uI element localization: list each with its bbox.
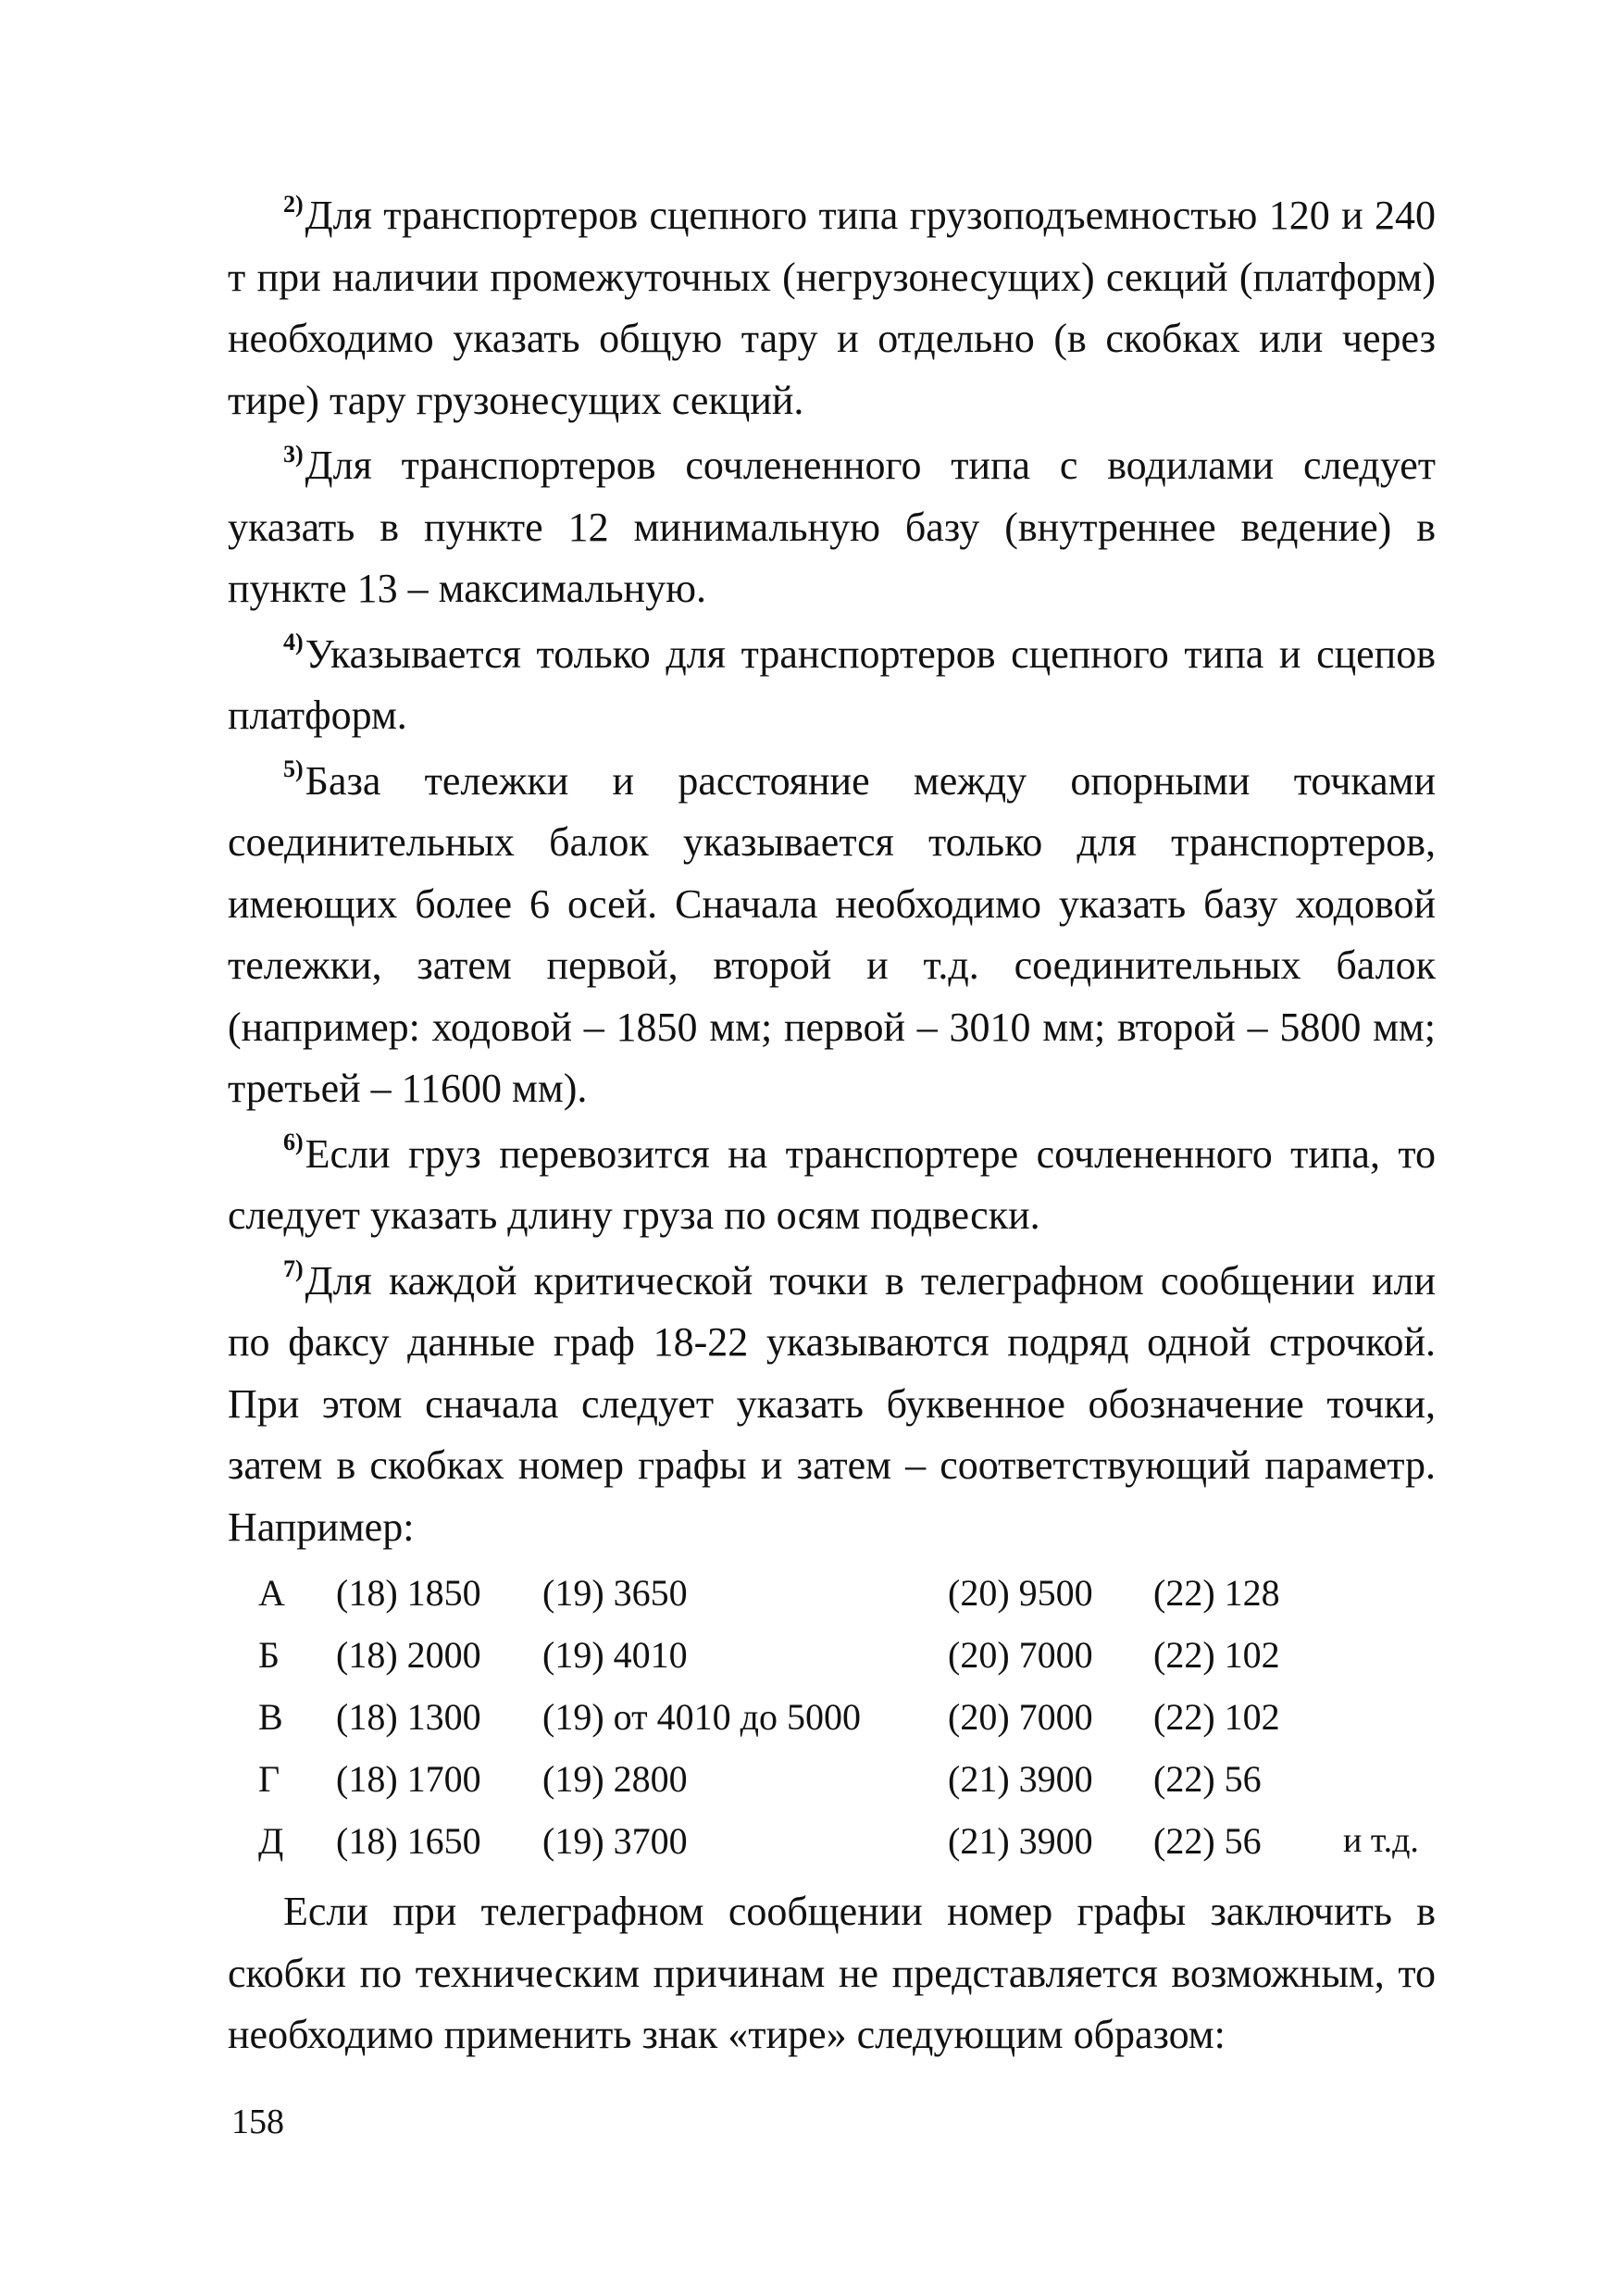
footnote-text: Указывается только для транспортеров сцепного типа и сцепов платформ.	[228, 630, 1436, 738]
column-18-value: (18) 1650	[336, 1820, 481, 1862]
page-content	[228, 185, 1436, 2070]
point-letter: В	[258, 1696, 283, 1738]
column-18-value: (18) 1850	[336, 1572, 481, 1614]
footnote-4	[228, 624, 1436, 747]
point-letter: Д	[258, 1820, 284, 1862]
column-22-value: (22) 128	[1153, 1572, 1280, 1614]
footnote-text: Для транспортеров сочлененного типа с водилами следует указать в пункте 12 минимальную базу (внутреннее ведение) в пункте 13 – максимальную.	[228, 443, 1436, 611]
footnote-7	[228, 1251, 1436, 1559]
example-row	[228, 1748, 1436, 1810]
footnote-text: Для каждой критической точки в телеграфном сообщении или по факсу данные граф 18-22 указываются подряд одной строчкой. При этом сначала следует указать буквенное обозначение точки, затем в скобках номер графы и затем – соответствующий параметр. Например:	[228, 1257, 1436, 1550]
column-18-value: (18) 1300	[336, 1696, 481, 1738]
column-19-value: (19) 4010	[542, 1634, 688, 1676]
footnote-text: Для транспортеров сцепного типа грузоподъемностью 120 и 240 т при наличии промежуточных (негрузонесущих) секций (платформ) необходимо указать общую тару и отдельно (в скобках или через тире) тару грузонесущих секций.	[228, 193, 1436, 423]
footnote-3	[228, 435, 1436, 620]
column-19-value: (19) от 4010 до 5000	[542, 1696, 861, 1738]
point-letter: А	[258, 1572, 285, 1614]
footnote-6	[228, 1124, 1436, 1247]
column-19-value: (19) 3650	[542, 1572, 688, 1614]
point-letter: Г	[258, 1758, 280, 1800]
footnote-marker: 3)	[283, 440, 304, 468]
point-letter: Б	[258, 1634, 280, 1676]
column-20-21-value: (21) 3900	[948, 1758, 1093, 1800]
closing-paragraph: Если при телеграфном сообщении номер графы заключить в скобки по техническим причинам не представляется возможным, то необходимо применить знак «тире» следующим образом:	[228, 1889, 1436, 2057]
footnote-marker: 4)	[283, 629, 304, 656]
column-20-21-value: (20) 7000	[948, 1634, 1093, 1676]
column-22-value: (22) 56	[1153, 1820, 1262, 1862]
column-18-value: (18) 2000	[336, 1634, 481, 1676]
column-22-value: (22) 102	[1153, 1634, 1280, 1676]
page-number: 158	[231, 2103, 284, 2141]
footnote-2	[228, 185, 1436, 431]
example-row	[228, 1624, 1436, 1686]
column-22-value: (22) 56	[1153, 1758, 1262, 1800]
example-row	[228, 1562, 1436, 1624]
column-19-value: (19) 2800	[542, 1758, 688, 1800]
column-20-21-value: (20) 9500	[948, 1572, 1093, 1614]
footnote-text: База тележки и расстояние между опорными точками соединительных балок указывается только для транспортеров, имеющих более 6 осей. Сначала необходимо указать базу ходовой тележки, затем первой, второй и т.д. соединительных балок (например: ходовой – 1850 мм; первой – 3010 мм; второй – 5800 мм; третьей – 11600 мм).	[228, 757, 1436, 1111]
column-22-value: (22) 102	[1153, 1696, 1280, 1738]
footnote-5	[228, 751, 1436, 1120]
example-row	[228, 1810, 1436, 1872]
column-19-value: (19) 3700	[542, 1820, 688, 1862]
footnote-text: Если груз перевозится на транспортере сочлененного типа, то следует указать длину груза по осям подвески.	[228, 1130, 1436, 1238]
column-20-21-value: (21) 3900	[948, 1820, 1093, 1862]
example-row	[228, 1686, 1436, 1748]
footnote-marker: 5)	[283, 755, 304, 783]
footnote-marker: 2)	[283, 190, 304, 218]
example-continuation: и т.д.	[1343, 1821, 1419, 1860]
column-20-21-value: (20) 7000	[948, 1696, 1093, 1738]
example-table	[228, 1562, 1436, 1872]
column-18-value: (18) 1700	[336, 1758, 481, 1800]
footnote-marker: 6)	[283, 1129, 304, 1156]
footnote-marker: 7)	[283, 1255, 304, 1283]
